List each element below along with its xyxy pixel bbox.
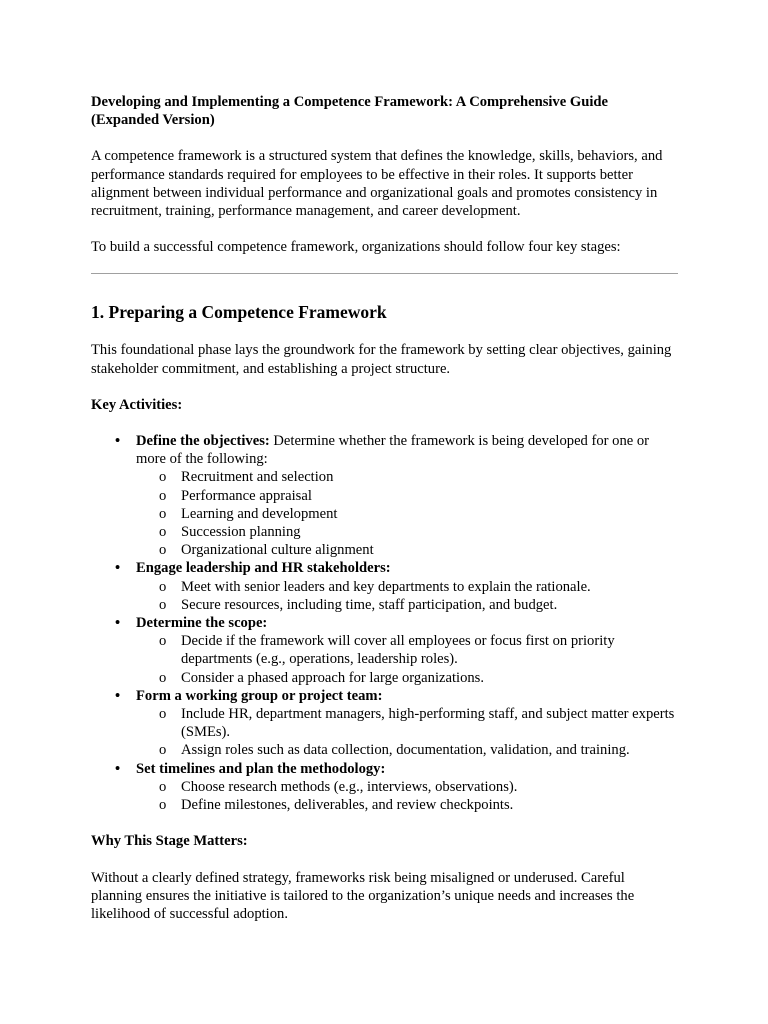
sub-item-text: Secure resources, including time, staff participation, and budget. — [181, 596, 558, 613]
activity-sub-list — [136, 705, 678, 760]
activity-sub-list — [136, 778, 678, 814]
sub-item-text: Meet with senior leaders and key departments to explain the rationale. — [181, 578, 591, 595]
activity-item — [115, 760, 678, 815]
sub-bullet-icon: o — [159, 505, 167, 522]
document-title-line-1: Developing and Implementing a Competence Framework: A Comprehensive Guide — [91, 94, 608, 110]
section-description: This foundational phase lays the groundwork for the framework by setting clear objectives, gaining stakeholder commitment, and establishing a project structure. — [91, 342, 672, 377]
activity-item — [115, 559, 678, 614]
sub-item-text: Assign roles such as data collection, documentation, validation, and training. — [181, 742, 630, 759]
intro-paragraph: A competence framework is a structured system that defines the knowledge, skills, behaviors, and performance standards required for employees to be effective in their roles. It supports better alignment between individual performance and organizational goals and promotes consistency in recruitment, training, performance management, and career development. — [91, 148, 663, 220]
key-activities-heading: Key Activities: — [91, 396, 183, 413]
sub-item-text: Organizational culture alignment — [181, 542, 374, 559]
sub-bullet-icon: o — [159, 778, 167, 795]
activity-item — [115, 687, 678, 760]
activity-sub-item — [159, 796, 678, 814]
sub-bullet-icon: o — [159, 633, 167, 650]
activity-sub-item — [159, 468, 678, 486]
why-stage-matters-paragraph: Without a clearly defined strategy, frameworks risk being misaligned or underused. Careful planning ensures the initiative is tailored to the organization’s unique needs and increases the likelihood of successful adoption. — [91, 869, 635, 922]
document-title-line-2: (Expanded Version) — [91, 112, 215, 129]
sub-item-text: Choose research methods (e.g., interviews, observations). — [181, 778, 518, 795]
activity-sub-item — [159, 778, 678, 796]
key-activities-list — [91, 432, 678, 814]
activity-sub-item — [159, 505, 678, 523]
activity-sub-item — [159, 705, 678, 741]
bullet-icon: • — [115, 687, 121, 704]
sub-item-text: Consider a phased approach for large organizations. — [181, 669, 484, 686]
activity-sub-item — [159, 669, 678, 687]
sub-item-text: Performance appraisal — [181, 487, 312, 504]
activity-title: Define the objectives: — [136, 433, 270, 450]
sub-bullet-icon: o — [159, 578, 167, 595]
activity-title: Engage leadership and HR stakeholders: — [136, 560, 391, 577]
bullet-icon: • — [115, 615, 121, 632]
activity-item — [115, 432, 678, 559]
activity-sub-item — [159, 741, 678, 759]
bullet-icon: • — [115, 560, 121, 577]
sub-bullet-icon: o — [159, 524, 167, 541]
sub-item-text: Define milestones, deliverables, and review checkpoints. — [181, 797, 514, 814]
sub-bullet-icon: o — [159, 797, 167, 814]
sub-bullet-icon: o — [159, 469, 167, 486]
sub-bullet-icon: o — [159, 706, 167, 723]
sub-item-text: Succession planning — [181, 524, 301, 541]
activity-sub-list — [136, 468, 678, 559]
sub-bullet-icon: o — [159, 669, 167, 686]
sub-item-text: Decide if the framework will cover all employees or focus first on priority departments (e.g., operations, leadership roles). — [181, 633, 615, 668]
sub-item-text: Recruitment and selection — [181, 469, 334, 486]
why-stage-matters-heading: Why This Stage Matters: — [91, 833, 248, 850]
sub-item-text: Include HR, department managers, high-performing staff, and subject matter experts (SMEs). — [181, 706, 675, 741]
stages-intro-paragraph: To build a successful competence framework, organizations should follow four key stages: — [91, 239, 621, 256]
activity-sub-item — [159, 596, 678, 614]
activity-title: Form a working group or project team: — [136, 687, 383, 704]
activity-sub-item — [159, 632, 678, 668]
sub-bullet-icon: o — [159, 742, 167, 759]
activity-sub-item — [159, 523, 678, 541]
activity-sub-list — [136, 578, 678, 614]
activity-text: Determine whether the framework is being developed for one or more of the following: — [136, 433, 650, 468]
bullet-icon: • — [115, 760, 121, 777]
activity-sub-list — [136, 632, 678, 687]
horizontal-rule — [91, 273, 678, 274]
section-heading: 1. Preparing a Competence Framework — [91, 302, 387, 323]
document-title — [91, 93, 678, 129]
activity-sub-item — [159, 487, 678, 505]
activity-sub-item — [159, 541, 678, 559]
bullet-icon: • — [115, 433, 121, 450]
sub-bullet-icon: o — [159, 542, 167, 559]
activity-title: Determine the scope: — [136, 615, 268, 632]
activity-item — [115, 614, 678, 687]
activity-sub-item — [159, 578, 678, 596]
sub-bullet-icon: o — [159, 487, 167, 504]
sub-bullet-icon: o — [159, 596, 167, 613]
sub-item-text: Learning and development — [181, 505, 338, 522]
activity-title: Set timelines and plan the methodology: — [136, 760, 386, 777]
